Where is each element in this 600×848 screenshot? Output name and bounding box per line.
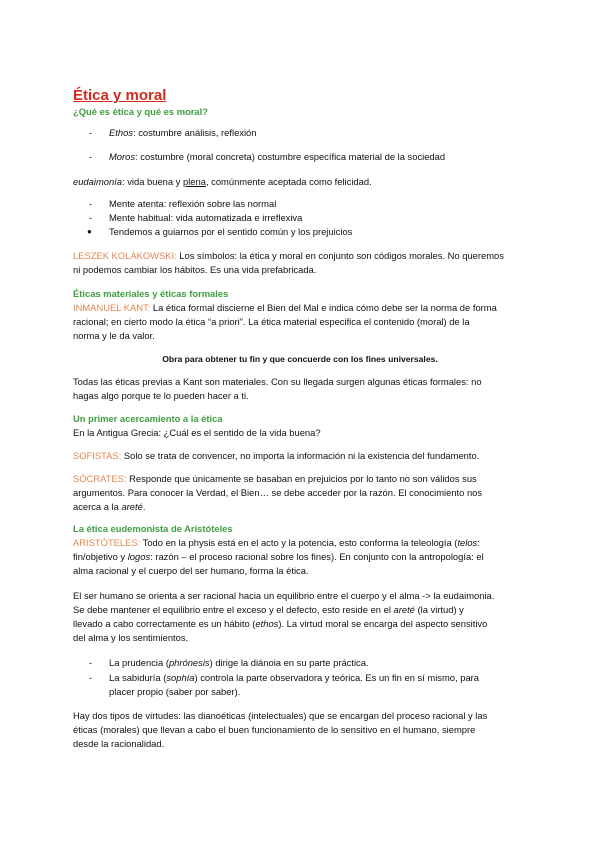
paragraph-eudaimonia: eudaimonía: vida buena y plena, comúnmente aceptada como felicidad. (73, 176, 372, 187)
paragraph-kolakowski: LESZEK KOLAKOWSKI: Los símbolos: la ética y moral en conjunto son códigos morales. No queremos (73, 250, 504, 261)
author-name: ARISTÓTELES: (73, 537, 141, 548)
list-dash: - (89, 198, 93, 209)
paragraph-line: racional; en cierto modo la ética “a priori”. La ética material especifica el contenido (moral) de la (73, 316, 470, 327)
paragraph-line: desde la racionalidad. (73, 738, 165, 749)
author-name: SÓCRATES: (73, 473, 127, 484)
centered-quote: Obra para obtener tu fin y que concuerde con los fines universales. (162, 354, 438, 364)
paragraph-line: Se debe mantener el equilibrio entre el exceso y el defecto, esto reside en el areté (la virtud) y (73, 604, 464, 615)
paragraph-line: El ser humano se orienta a ser racional hacia un equilibrio entre el cuerpo y el alma -> la eudaimonia. (73, 590, 495, 601)
list-dash: - (89, 657, 93, 668)
list-dash: - (89, 151, 93, 162)
list-dash: - (89, 212, 93, 223)
section-heading-aristoteles: La ética eudemonista de Aristóteles (73, 523, 233, 534)
paragraph-socrates: SÓCRATES: Responde que únicamente se basaban en prejuicios por lo tanto no son válidos sus (73, 473, 477, 484)
list-item-prudencia: La prudencia (phrónesis) dirige la diánoia en su parte práctica. (109, 657, 369, 668)
section-heading-etica-moral: ¿Qué es ética y qué es moral? (73, 106, 208, 117)
paragraph-line: argumentos. Para conocer la Verdad, el Bien… se debe acceder por la razón. El conocimiento nos (73, 487, 483, 498)
paragraph-line: norma y le da valor. (73, 330, 155, 341)
list-item-continuation: placer propio (saber por saber). (109, 686, 241, 697)
list-item: Tendemos a guiarnos por el sentido común y los prejuicios (109, 226, 353, 237)
paragraph-line: éticas (morales) que llevan a cabo el buen funcionamiento de lo sensitivo en el humano, siempre (73, 724, 476, 735)
paragraph-line: fin/objetivo y logos: razón – el proceso racional sobre los fines). En conjunto con la antropología: el (73, 551, 484, 562)
bullet-dot: ● (87, 227, 92, 236)
list-item-moros: Moros: costumbre (moral concreta) costumbre específica material de la sociedad (109, 151, 446, 162)
author-name: LESZEK KOLAKOWSKI: (73, 250, 177, 261)
list-item-sabiduria: La sabiduría (sophía) controla la parte observadora y teórica. Es un fin en sí mismo, para (109, 672, 479, 683)
paragraph-line: del alma y los sentimientos. (73, 632, 189, 643)
section-heading-acercamiento: Un primer acercamiento a la ética (73, 413, 223, 424)
list-dash: - (89, 672, 93, 683)
list-dash: - (89, 127, 93, 138)
list-item: Mente habitual: vida automatizada e irreflexiva (109, 212, 303, 223)
paragraph-line: hagas algo porque te lo pueden hacer a ti. (73, 390, 249, 401)
page-title: Ética y moral (73, 87, 167, 104)
author-name: INMANUEL KANT: (73, 302, 151, 313)
paragraph-sofistas: SOFISTAS: Solo se trata de convencer, no importa la información ni la existencia del fundamento. (73, 450, 480, 461)
paragraph-line: llevado a cabo correctamente es un hábito (ethos). La virtud moral se encarga del aspecto sensitivo (73, 618, 488, 629)
paragraph-line: Todas las éticas previas a Kant son materiales. Con su llegada surgen algunas éticas formales: no (73, 376, 482, 387)
paragraph-line: acerca a la areté. (73, 501, 146, 512)
paragraph-aristoteles: ARISTÓTELES: Todo en la physis está en el acto y la potencia, esto conforma la teleología (telos: (73, 537, 480, 548)
list-item: Mente atenta: reflexión sobre las normal (109, 198, 277, 209)
paragraph-line: ni podemos cambiar los hábitos. Es una vida prefabricada. (73, 264, 317, 275)
paragraph-line: Hay dos tipos de virtudes: las dianoéticas (intelectuales) que se encargan del proceso racional y las (73, 710, 488, 721)
section-heading-eticas: Éticas materiales y éticas formales (73, 288, 229, 299)
paragraph-line: En la Antigua Grecia: ¿Cuál es el sentido de la vida buena? (73, 427, 321, 438)
paragraph-kant: INMANUEL KANT: La ética formal discierne el Bien del Mal e indica cómo debe ser la norma de forma (73, 302, 497, 313)
paragraph-line: alma racional y el cuerpo del ser humano, forma la ética. (73, 565, 309, 576)
list-item-ethos: Ethos: costumbre análisis, reflexión (109, 127, 257, 138)
author-name: SOFISTAS: (73, 450, 122, 461)
